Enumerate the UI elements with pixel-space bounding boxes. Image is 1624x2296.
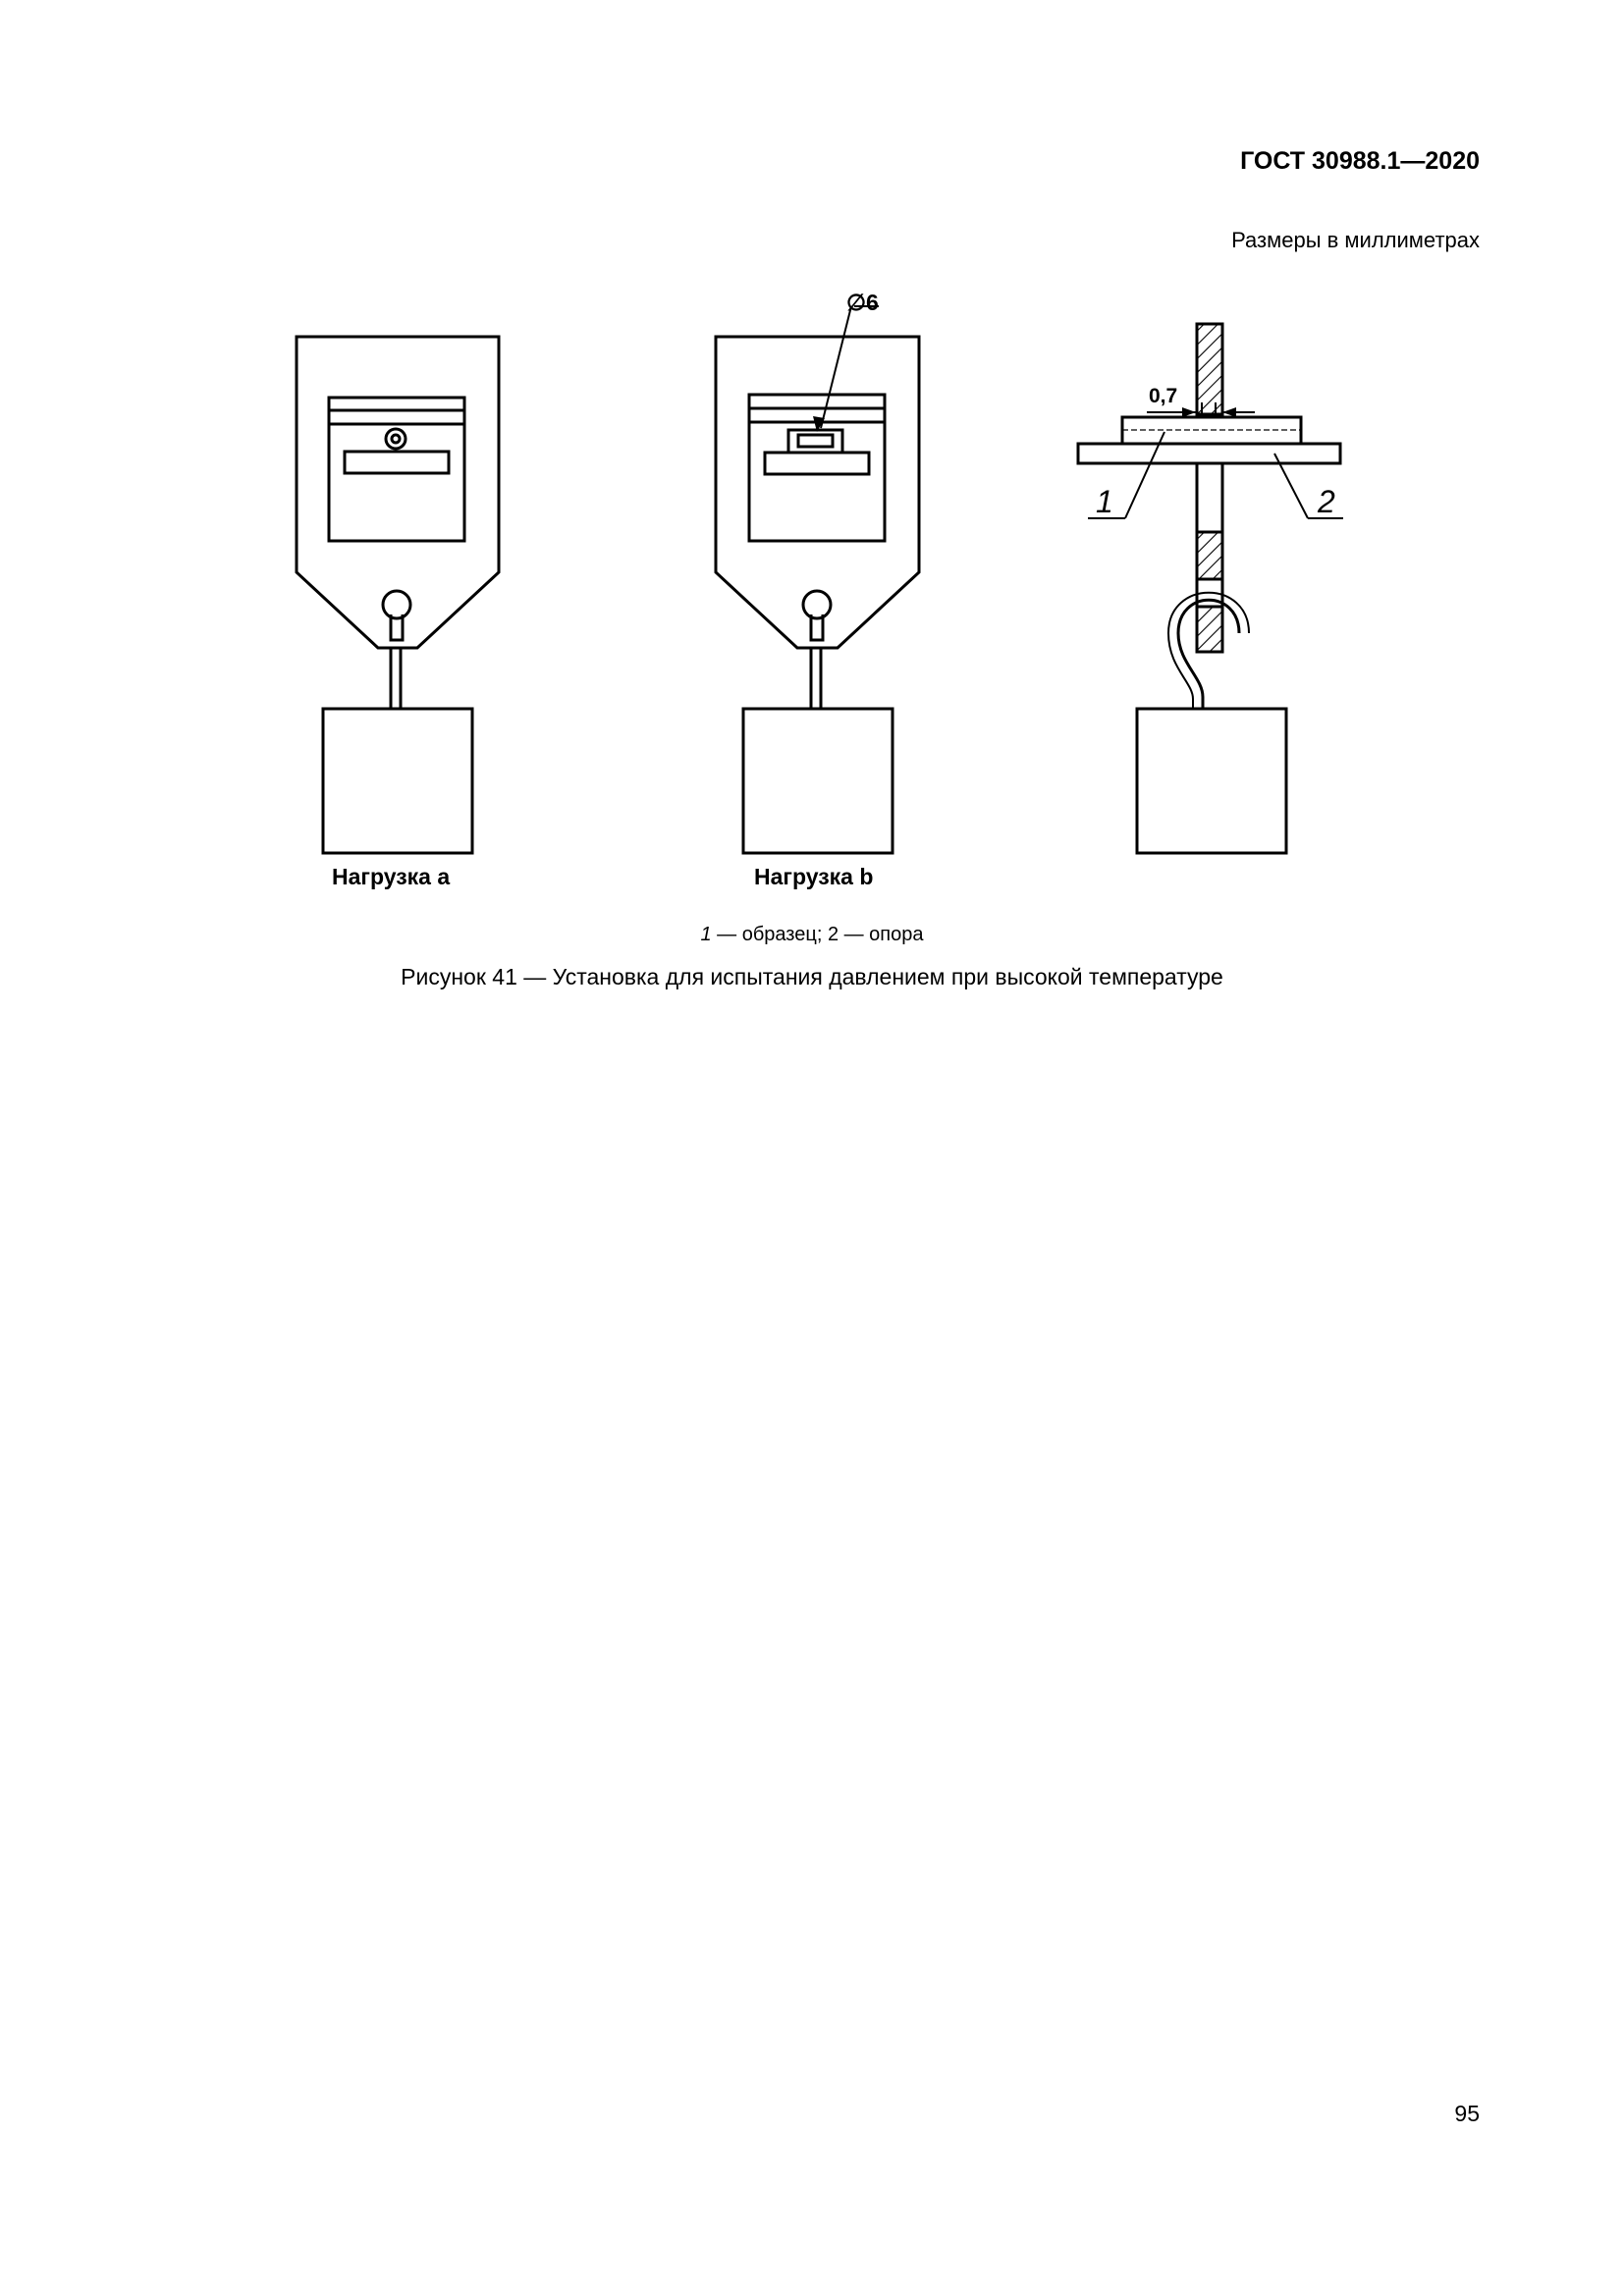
holder-body-b bbox=[716, 337, 919, 648]
assembly-b bbox=[716, 306, 919, 853]
units-note: Размеры в миллиметрах bbox=[1231, 228, 1480, 252]
upper-rod bbox=[1197, 324, 1222, 414]
callout-2: 2 bbox=[1318, 484, 1335, 519]
lower-rod-hatched-1 bbox=[1197, 532, 1222, 579]
indenter-rect-b bbox=[788, 430, 842, 453]
dim-thickness: 0,7 bbox=[1149, 385, 1178, 407]
figure-41-drawing bbox=[0, 0, 1624, 982]
weight-a bbox=[323, 709, 472, 853]
label-load-a: Нагрузка a bbox=[332, 864, 451, 889]
assembly-side-view bbox=[1078, 324, 1343, 853]
keyhole-b bbox=[803, 591, 831, 618]
dim-diameter: ∅6 bbox=[846, 290, 879, 315]
lower-rod-hatched-2 bbox=[1197, 607, 1222, 652]
lower-rod-plain bbox=[1197, 463, 1222, 532]
holder-body-a bbox=[297, 337, 499, 648]
legend-item-1-num: 1 bbox=[700, 924, 712, 945]
figure-caption: Рисунок 41 — Установка для испытания давлением при высокой температуре bbox=[401, 964, 1223, 989]
weight-b bbox=[743, 709, 893, 853]
figure-legend bbox=[0, 924, 1624, 946]
sample-bar-b bbox=[765, 453, 869, 474]
weight-c bbox=[1137, 709, 1286, 853]
callout-1: 1 bbox=[1096, 484, 1113, 519]
window-b bbox=[749, 395, 885, 541]
standard-header: ГОСТ 30988.1—2020 bbox=[1240, 147, 1480, 175]
indenter-ball-a bbox=[386, 429, 406, 449]
support-plate bbox=[1078, 444, 1340, 463]
sample-bar-a bbox=[345, 452, 449, 473]
legend-text: — образец; 2 — опора bbox=[711, 924, 924, 945]
assembly-a bbox=[297, 337, 499, 853]
page-number: 95 bbox=[1454, 2101, 1480, 2126]
keyhole-a bbox=[383, 591, 410, 618]
window-a bbox=[329, 398, 464, 541]
label-load-b: Нагрузка b bbox=[754, 864, 874, 889]
